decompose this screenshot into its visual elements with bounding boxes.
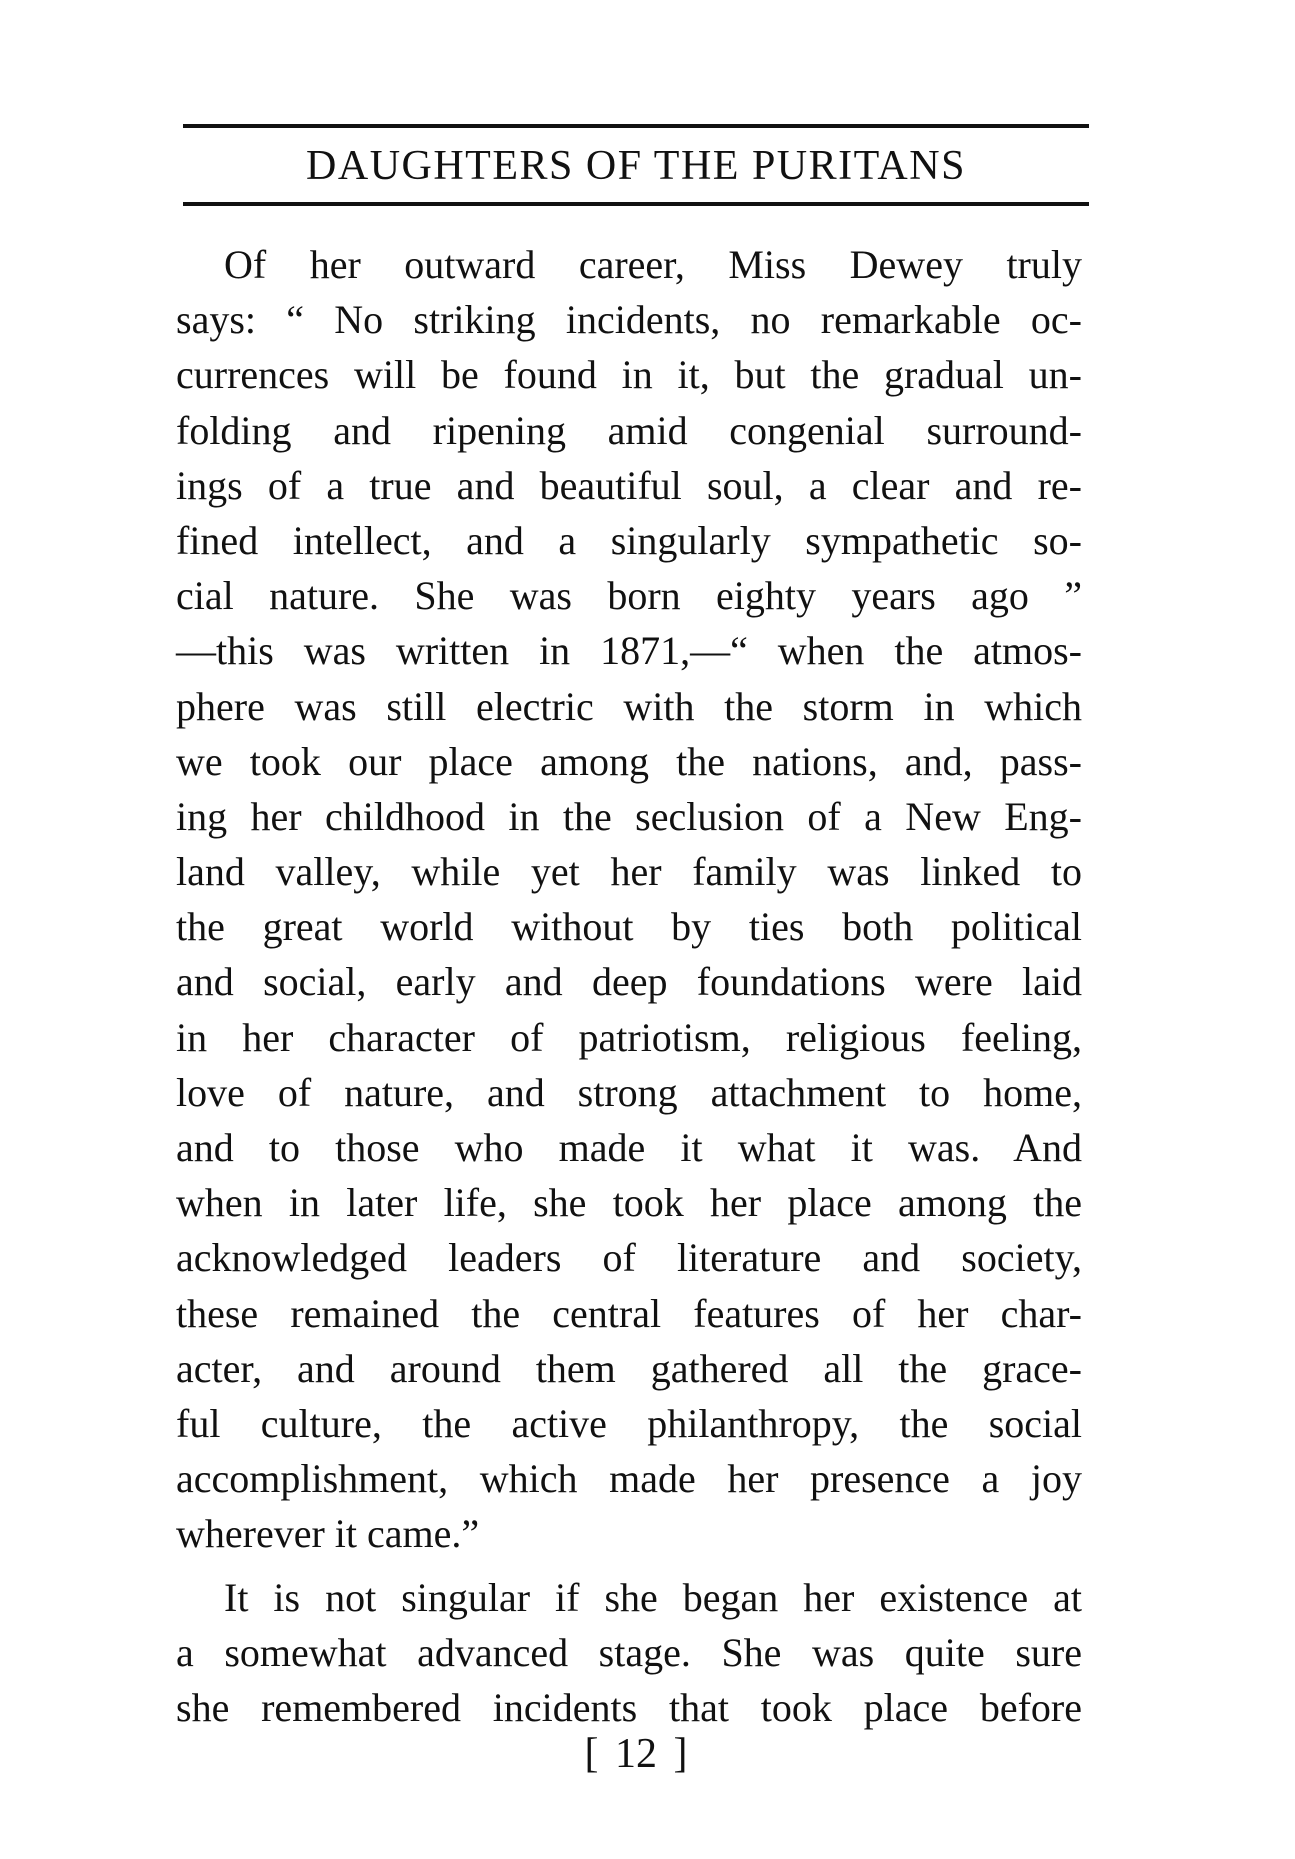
text-line: love of nature, and strong attachment to home, bbox=[176, 1069, 1082, 1115]
text-line: ful culture, the active philanthropy, the social bbox=[176, 1400, 1082, 1446]
text-line: acter, and around them gathered all the grace- bbox=[176, 1345, 1082, 1391]
text-line: cial nature. She was born eighty years ago ” bbox=[176, 573, 1082, 619]
text-line: —this was written in 1871,—“ when the atmos- bbox=[176, 628, 1082, 674]
text-line: accomplishment, which made her presence a joy bbox=[176, 1456, 1082, 1502]
text-line: and to those who made it what it was. And bbox=[176, 1125, 1082, 1170]
body-text bbox=[176, 237, 1082, 1735]
text-line: wherever it came.” bbox=[176, 1511, 480, 1557]
text-line: It is not singular if she began her existence at bbox=[224, 1574, 1082, 1620]
paragraph-2 bbox=[176, 1570, 1082, 1736]
text-line: acknowledged leaders of literature and society, bbox=[176, 1235, 1082, 1281]
text-line: these remained the central features of her char- bbox=[176, 1290, 1082, 1336]
header-rule-bottom bbox=[183, 202, 1089, 206]
text-line: currences will be found in it, but the gradual un- bbox=[176, 352, 1082, 398]
text-line: she remembered incidents that took place before bbox=[176, 1684, 1082, 1730]
header-rule-top bbox=[183, 124, 1089, 128]
text-line: and social, early and deep foundations were laid bbox=[176, 959, 1082, 1005]
paragraph-gap bbox=[176, 1562, 1082, 1570]
text-line: when in later life, she took her place among the bbox=[176, 1180, 1082, 1226]
text-line: Of her outward career, Miss Dewey truly bbox=[224, 242, 1082, 287]
text-line: we took our place among the nations, and, pass- bbox=[176, 738, 1082, 784]
page-number: [ 12 ] bbox=[584, 1731, 688, 1777]
text-line: in her character of patriotism, religious feeling, bbox=[176, 1014, 1082, 1060]
running-head: DAUGHTERS OF THE PURITANS bbox=[306, 143, 966, 189]
text-line: fined intellect, and a singularly sympathetic so- bbox=[176, 517, 1082, 563]
text-line: folding and ripening amid congenial surround- bbox=[176, 407, 1082, 453]
text-line: ings of a true and beautiful soul, a clear and re- bbox=[176, 462, 1082, 508]
paragraph-1 bbox=[176, 237, 1082, 1562]
text-line: a somewhat advanced stage. She was quite sure bbox=[176, 1629, 1082, 1675]
text-line: says: “ No striking incidents, no remarkable oc- bbox=[176, 297, 1082, 343]
text-line: ing her childhood in the seclusion of a New Eng- bbox=[176, 793, 1082, 839]
text-line: phere was still electric with the storm in which bbox=[176, 683, 1082, 729]
text-line: land valley, while yet her family was linked to bbox=[176, 849, 1082, 895]
text-line: the great world without by ties both political bbox=[176, 904, 1082, 950]
